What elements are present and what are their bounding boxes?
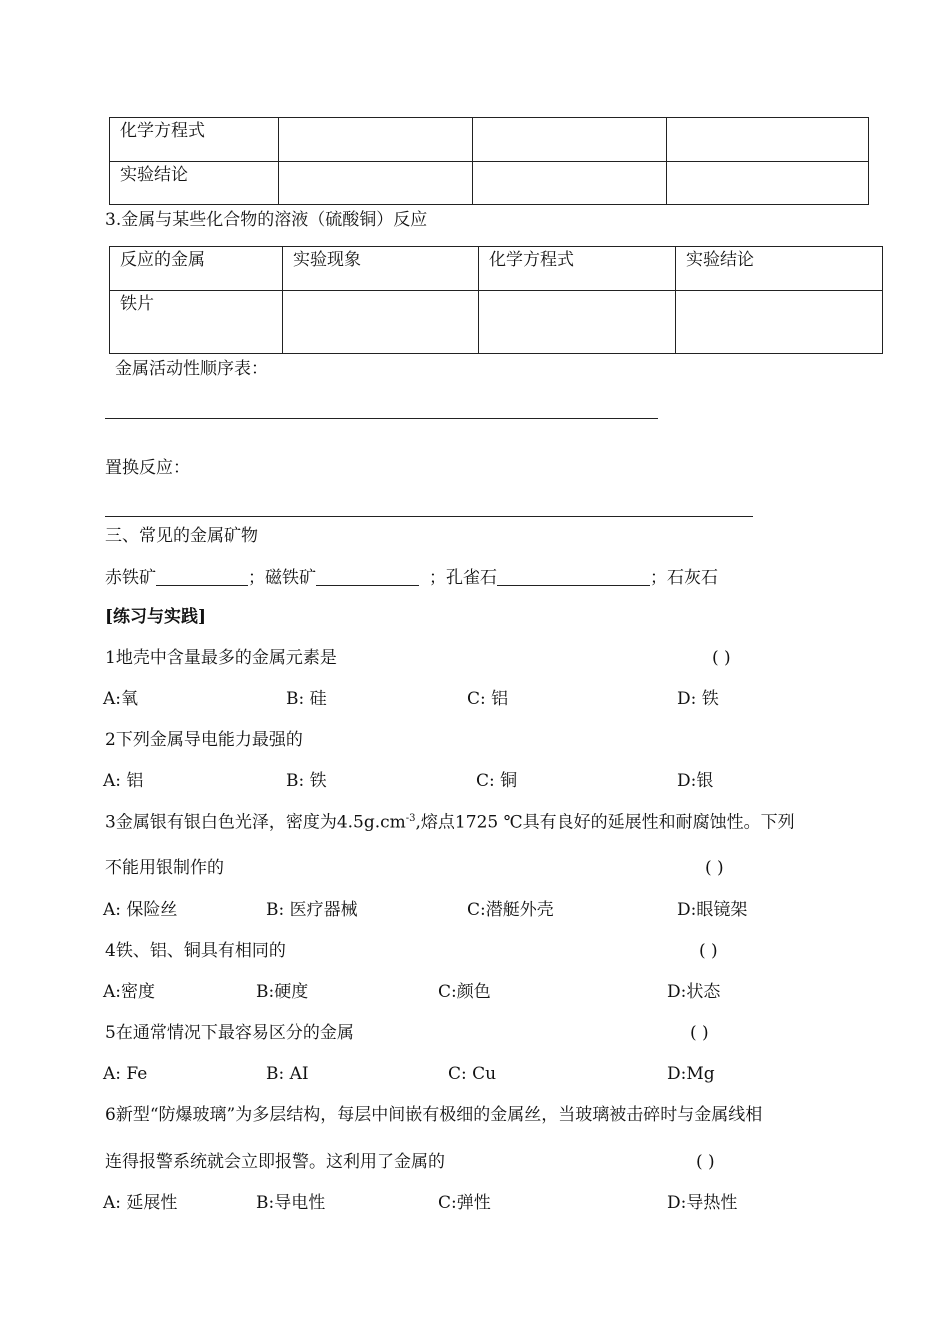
question-3-text: 3金属银有银白色光泽，密度为4.5g.cm [105,812,406,833]
option: C:弹性 [438,1193,491,1213]
blank-line [316,568,419,586]
displacement-label: 置换反应： [105,458,190,478]
mineral-malachite: ；孔雀石 [429,568,497,588]
option: B: 医疗器械 [266,900,358,920]
answer-paren: ( ) [705,858,724,878]
table1-cell [667,162,869,205]
option: D:Mg [667,1064,715,1084]
question-3-stem-line2: 不能用银制作的 [105,858,224,878]
option: A: Fe [103,1064,148,1084]
table2-header: 化学方程式 [479,247,676,291]
part3-heading: 三、常见的金属矿物 [105,526,258,546]
blank-line [156,568,248,586]
question-3-text-rest: ,熔点1725 ℃具有良好的延展性和耐腐蚀性。下列 [415,812,795,833]
practice-heading: [练习与实践] [105,607,207,627]
option: C: Cu [448,1064,497,1084]
option: A: 延展性 [103,1193,178,1213]
answer-paren: ( ) [712,648,731,668]
table2-cell [479,291,676,354]
activity-series-label: 金属活动性顺序表： [115,359,268,379]
table1-row-label: 化学方程式 [110,118,279,162]
mineral-limestone: ；石灰石 [650,568,718,588]
section3-title: 3.金属与某些化合物的溶液（硫酸铜）反应 [105,210,428,230]
mineral-hematite: 赤铁矿 [105,568,156,588]
table1-cell [473,118,667,162]
question-2-stem: 2下列金属导电能力最强的 [105,730,303,750]
option: C: 铝 [467,689,509,709]
table2-header: 实验现象 [283,247,479,291]
option: B: 硅 [286,689,327,709]
option: C: 铜 [476,771,518,791]
option: A:氧 [103,689,139,709]
table1-row-label: 实验结论 [110,162,279,205]
mineral-magnetite: ；磁铁矿 [248,568,316,588]
minerals-line [105,568,718,587]
option: C:颜色 [438,982,491,1002]
table2-cell [283,291,479,354]
results-table-1 [109,117,869,205]
question-6-stem: 6新型“防爆玻璃”为多层结构，每层中间嵌有极细的金属丝，当玻璃被击碎时与金属线相 [105,1105,763,1125]
option: D:导热性 [667,1193,738,1213]
answer-paren: ( ) [699,941,718,961]
option: A: 铝 [103,771,144,791]
blank-line [497,568,650,586]
answer-line [105,516,753,517]
question-1-stem: 1地壳中含量最多的金属元素是 [105,648,337,668]
table2-header: 反应的金属 [110,247,283,291]
question-6-stem-line2: 连得报警系统就会立即报警。这利用了金属的 [105,1152,445,1172]
results-table-2 [109,246,883,354]
option: D: 铁 [677,689,719,709]
option: B: 铁 [286,771,327,791]
option: D:眼镜架 [677,900,748,920]
option: D:状态 [667,982,721,1002]
table2-cell [676,291,883,354]
question-4-stem: 4铁、铝、铜具有相同的 [105,941,286,961]
table2-header: 实验结论 [676,247,883,291]
answer-paren: ( ) [696,1152,715,1172]
option: B:硬度 [256,982,309,1002]
option: C:潜艇外壳 [467,900,554,920]
question-3-stem [105,814,795,832]
superscript: -3 [405,813,416,824]
answer-line [105,418,658,419]
option: A:密度 [103,982,156,1002]
table2-row-label: 铁片 [110,291,283,354]
option: D:银 [677,771,714,791]
question-5-stem: 5在通常情况下最容易区分的金属 [105,1023,354,1043]
table1-cell [667,118,869,162]
table1-cell [473,162,667,205]
table1-cell [279,118,473,162]
answer-paren: ( ) [690,1023,709,1043]
option: B:导电性 [256,1193,326,1213]
option: A: 保险丝 [103,900,178,920]
table1-cell [279,162,473,205]
option: B: AI [266,1064,309,1084]
